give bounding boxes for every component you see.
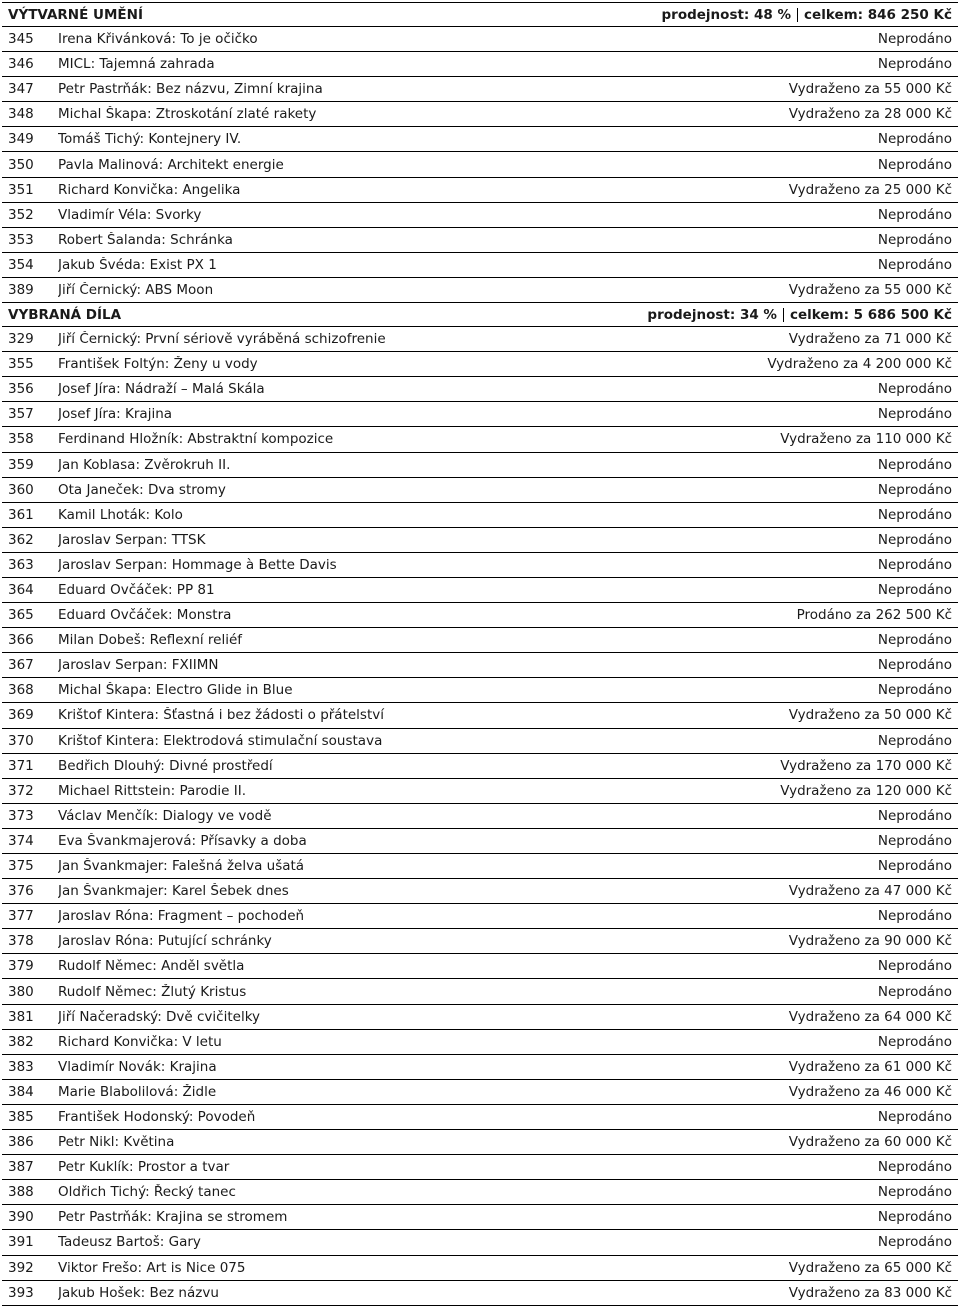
lot-title: Bedřich Dlouhý: Divné prostředí xyxy=(58,757,273,774)
table-row xyxy=(2,278,958,303)
section-sales-rate: prodejnost: 34 % xyxy=(647,306,777,323)
table-row xyxy=(2,904,958,929)
table-row xyxy=(2,929,958,954)
section-title: VYBRANÁ DÍLA xyxy=(8,306,122,323)
section-title: VÝTVARNÉ UMĚNÍ xyxy=(8,6,143,23)
lot-title: Jiří Černický: ABS Moon xyxy=(58,281,214,298)
lot-number: 367 xyxy=(8,657,34,674)
table-row xyxy=(2,402,958,427)
lot-title: Petr Nikl: Květina xyxy=(58,1134,175,1151)
lot-title: Josef Jíra: Nádraží – Malá Skála xyxy=(58,381,265,398)
table-row xyxy=(2,553,958,578)
table-row xyxy=(2,703,958,728)
lot-title: Jan Švankmajer: Karel Šebek dnes xyxy=(58,883,289,900)
lot-status: Neprodáno xyxy=(877,657,952,674)
lot-number: 348 xyxy=(8,106,34,123)
lot-number: 384 xyxy=(8,1083,34,1100)
summary-divider xyxy=(783,308,784,322)
lot-title: Vladimír Novák: Krajina xyxy=(58,1058,217,1075)
section-summary xyxy=(662,7,952,23)
lot-number: 351 xyxy=(8,181,34,198)
lot-number: 354 xyxy=(8,256,34,273)
table-row xyxy=(2,854,958,879)
lot-status: Neprodáno xyxy=(877,156,952,173)
table-row xyxy=(2,228,958,253)
lot-number: 391 xyxy=(8,1234,34,1251)
lot-status: Neprodáno xyxy=(877,1159,952,1176)
lot-number: 349 xyxy=(8,131,34,148)
lot-title: Vladimír Véla: Svorky xyxy=(58,206,202,223)
lot-number: 352 xyxy=(8,206,34,223)
lot-number: 366 xyxy=(8,632,34,649)
lot-number: 380 xyxy=(8,983,34,1000)
lot-status: Neprodáno xyxy=(877,582,952,599)
table-row xyxy=(2,578,958,603)
lot-title: Jan Švankmajer: Falešná želva ušatá xyxy=(58,858,305,875)
lot-status: Vydraženo za 83 000 Kč xyxy=(788,1284,952,1301)
lot-title: Michal Škapa: Electro Glide in Blue xyxy=(58,682,293,699)
lot-title: Pavla Malinová: Architekt energie xyxy=(58,156,284,173)
lot-number: 372 xyxy=(8,782,34,799)
lot-title: Richard Konvička: Angelika xyxy=(58,181,241,198)
lot-title: Ferdinand Hložník: Abstraktní kompozice xyxy=(58,431,334,448)
lot-status: Neprodáno xyxy=(877,832,952,849)
lot-number: 378 xyxy=(8,933,34,950)
table-row xyxy=(2,327,958,352)
lot-number: 346 xyxy=(8,56,34,73)
lot-number: 345 xyxy=(8,31,34,48)
table-row xyxy=(2,127,958,152)
lot-title: Tadeusz Bartoš: Gary xyxy=(58,1234,201,1251)
table-row xyxy=(2,1130,958,1155)
lot-status: Neprodáno xyxy=(877,231,952,248)
lot-status: Neprodáno xyxy=(877,381,952,398)
table-row xyxy=(2,77,958,102)
section-header xyxy=(2,303,958,327)
lot-status: Vydraženo za 120 000 Kč xyxy=(780,782,952,799)
table-row xyxy=(2,628,958,653)
table-row xyxy=(2,377,958,402)
table-row xyxy=(2,1055,958,1080)
lot-status: Neprodáno xyxy=(877,983,952,1000)
lot-status: Prodáno za 262 500 Kč xyxy=(796,607,952,624)
lot-number: 370 xyxy=(8,732,34,749)
lot-title: Milan Dobeš: Reflexní reliéf xyxy=(58,632,243,649)
lot-title: Jaroslav Serpan: FXIIMN xyxy=(58,657,219,674)
lot-number: 361 xyxy=(8,506,34,523)
lot-status: Neprodáno xyxy=(877,556,952,573)
lot-number: 376 xyxy=(8,883,34,900)
lot-title: Robert Šalanda: Schránka xyxy=(58,231,233,248)
lot-status: Vydraženo za 47 000 Kč xyxy=(788,883,952,900)
lot-title: Jaroslav Serpan: TTSK xyxy=(58,531,206,548)
lot-status: Neprodáno xyxy=(877,1108,952,1125)
lot-status: Neprodáno xyxy=(877,131,952,148)
section-total: celkem: 846 250 Kč xyxy=(804,6,952,23)
lot-title: František Hodonský: Povodeň xyxy=(58,1108,256,1125)
lot-number: 387 xyxy=(8,1159,34,1176)
table-row xyxy=(2,678,958,703)
lot-status: Neprodáno xyxy=(877,908,952,925)
lot-title: Eva Švankmajerová: Přísavky a doba xyxy=(58,832,307,849)
lot-number: 329 xyxy=(8,331,34,348)
table-row xyxy=(2,1030,958,1055)
lot-status: Neprodáno xyxy=(877,481,952,498)
lot-status: Vydraženo za 65 000 Kč xyxy=(788,1259,952,1276)
lot-title: Viktor Frešo: Art is Nice 075 xyxy=(58,1259,246,1276)
lot-number: 350 xyxy=(8,156,34,173)
lot-number: 353 xyxy=(8,231,34,248)
table-row xyxy=(2,1230,958,1255)
lot-number: 383 xyxy=(8,1058,34,1075)
lot-title: Rudolf Němec: Žlutý Kristus xyxy=(58,983,247,1000)
lot-title: Petr Pastrňák: Krajina se stromem xyxy=(58,1209,288,1226)
lot-title: Michael Rittstein: Parodie II. xyxy=(58,782,246,799)
table-row xyxy=(2,804,958,829)
lot-status: Neprodáno xyxy=(877,506,952,523)
auction-results-table xyxy=(2,2,958,1306)
table-row xyxy=(2,729,958,754)
table-row xyxy=(2,1180,958,1205)
lot-title: Jiří Černický: První sériově vyráběná schizofrenie xyxy=(58,331,386,348)
lot-number: 371 xyxy=(8,757,34,774)
table-row xyxy=(2,102,958,127)
lot-title: Marie Blabolilová: Židle xyxy=(58,1083,217,1100)
lot-title: Jiří Načeradský: Dvě cvičitelky xyxy=(58,1008,261,1025)
table-row xyxy=(2,1205,958,1230)
table-row xyxy=(2,779,958,804)
section-header xyxy=(2,3,958,27)
table-row xyxy=(2,1281,958,1306)
table-row xyxy=(2,603,958,628)
lot-title: Irena Křivánková: To je očičko xyxy=(58,31,258,48)
lot-status: Neprodáno xyxy=(877,31,952,48)
lot-number: 377 xyxy=(8,908,34,925)
table-row xyxy=(2,52,958,77)
lot-status: Vydraženo za 170 000 Kč xyxy=(780,757,952,774)
lot-status: Neprodáno xyxy=(877,1184,952,1201)
lot-number: 389 xyxy=(8,281,34,298)
lot-number: 355 xyxy=(8,356,34,373)
lot-number: 379 xyxy=(8,958,34,975)
table-row xyxy=(2,979,958,1004)
lot-number: 382 xyxy=(8,1033,34,1050)
section-summary xyxy=(647,307,952,323)
lot-status: Neprodáno xyxy=(877,256,952,273)
lot-number: 393 xyxy=(8,1284,34,1301)
lot-status: Vydraženo za 71 000 Kč xyxy=(788,331,952,348)
lot-title: Václav Menčík: Dialogy ve vodě xyxy=(58,807,272,824)
lot-title: Jaroslav Serpan: Hommage à Bette Davis xyxy=(58,556,337,573)
table-row xyxy=(2,1005,958,1030)
lot-number: 359 xyxy=(8,456,34,473)
lot-status: Vydraženo za 90 000 Kč xyxy=(788,933,952,950)
table-row xyxy=(2,453,958,478)
table-row xyxy=(2,478,958,503)
lot-number: 368 xyxy=(8,682,34,699)
lot-title: Eduard Ovčáček: PP 81 xyxy=(58,582,215,599)
lot-status: Neprodáno xyxy=(877,1033,952,1050)
table-row xyxy=(2,754,958,779)
lot-status: Vydraženo za 55 000 Kč xyxy=(788,281,952,298)
lot-number: 365 xyxy=(8,607,34,624)
lot-title: František Foltýn: Ženy u vody xyxy=(58,356,258,373)
lot-status: Neprodáno xyxy=(877,406,952,423)
lot-number: 356 xyxy=(8,381,34,398)
lot-title: Jan Koblasa: Zvěrokruh II. xyxy=(58,456,231,473)
lot-title: Ota Janeček: Dva stromy xyxy=(58,481,226,498)
lot-number: 358 xyxy=(8,431,34,448)
lot-status: Neprodáno xyxy=(877,632,952,649)
lot-title: Richard Konvička: V letu xyxy=(58,1033,222,1050)
table-row xyxy=(2,879,958,904)
lot-title: Jaroslav Róna: Putující schránky xyxy=(58,933,272,950)
table-row xyxy=(2,253,958,278)
lot-status: Vydraženo za 25 000 Kč xyxy=(788,181,952,198)
lot-title: Rudolf Němec: Anděl světla xyxy=(58,958,245,975)
lot-title: Eduard Ovčáček: Monstra xyxy=(58,607,232,624)
table-row xyxy=(2,27,958,52)
lot-title: Kamil Lhoták: Kolo xyxy=(58,506,183,523)
lot-status: Neprodáno xyxy=(877,531,952,548)
lot-status: Vydraženo za 60 000 Kč xyxy=(788,1134,952,1151)
lot-title: Jaroslav Róna: Fragment – pochodeň xyxy=(58,908,305,925)
lot-number: 357 xyxy=(8,406,34,423)
lot-number: 373 xyxy=(8,807,34,824)
lot-status: Neprodáno xyxy=(877,206,952,223)
lot-status: Vydraženo za 4 200 000 Kč xyxy=(767,356,952,373)
lot-status: Neprodáno xyxy=(877,456,952,473)
lot-title: Michal Škapa: Ztroskotání zlaté rakety xyxy=(58,106,317,123)
table-row xyxy=(2,528,958,553)
table-row xyxy=(2,152,958,177)
lot-title: Jakub Švéda: Exist PX 1 xyxy=(58,256,217,273)
summary-divider xyxy=(797,8,798,22)
table-row xyxy=(2,954,958,979)
table-row xyxy=(2,1080,958,1105)
lot-title: Petr Kuklík: Prostor a tvar xyxy=(58,1159,230,1176)
lot-number: 381 xyxy=(8,1008,34,1025)
lot-title: Krištof Kintera: Šťastná i bez žádosti o přátelství xyxy=(58,707,384,724)
lot-number: 364 xyxy=(8,582,34,599)
table-row xyxy=(2,1256,958,1281)
lot-status: Neprodáno xyxy=(877,858,952,875)
lot-status: Neprodáno xyxy=(877,682,952,699)
lot-number: 375 xyxy=(8,858,34,875)
lot-number: 392 xyxy=(8,1259,34,1276)
lot-status: Vydraženo za 46 000 Kč xyxy=(788,1083,952,1100)
lot-status: Neprodáno xyxy=(877,732,952,749)
lot-number: 362 xyxy=(8,531,34,548)
lot-number: 369 xyxy=(8,707,34,724)
lot-number: 386 xyxy=(8,1134,34,1151)
lot-status: Neprodáno xyxy=(877,807,952,824)
lot-status: Vydraženo za 28 000 Kč xyxy=(788,106,952,123)
table-row xyxy=(2,503,958,528)
lot-title: Petr Pastrňák: Bez názvu, Zimní krajina xyxy=(58,81,323,98)
lot-title: Krištof Kintera: Elektrodová stimulační soustava xyxy=(58,732,383,749)
lot-status: Neprodáno xyxy=(877,56,952,73)
lot-status: Vydraženo za 61 000 Kč xyxy=(788,1058,952,1075)
lot-title: Josef Jíra: Krajina xyxy=(58,406,173,423)
lot-number: 388 xyxy=(8,1184,34,1201)
lot-status: Vydraženo za 55 000 Kč xyxy=(788,81,952,98)
lot-number: 363 xyxy=(8,556,34,573)
lot-number: 360 xyxy=(8,481,34,498)
lot-status: Vydraženo za 110 000 Kč xyxy=(780,431,952,448)
table-row xyxy=(2,352,958,377)
lot-number: 390 xyxy=(8,1209,34,1226)
lot-status: Neprodáno xyxy=(877,1234,952,1251)
lot-title: Tomáš Tichý: Kontejnery IV. xyxy=(58,131,242,148)
section-sales-rate: prodejnost: 48 % xyxy=(661,6,792,23)
lot-number: 385 xyxy=(8,1108,34,1125)
lot-status: Vydraženo za 64 000 Kč xyxy=(788,1008,952,1025)
table-row xyxy=(2,1105,958,1130)
lot-status: Neprodáno xyxy=(877,1209,952,1226)
lot-title: MICL: Tajemná zahrada xyxy=(58,56,215,73)
section-total: celkem: 5 686 500 Kč xyxy=(789,306,952,323)
lot-status: Neprodáno xyxy=(877,958,952,975)
lot-title: Oldřich Tichý: Řecký tanec xyxy=(58,1184,236,1201)
table-row xyxy=(2,178,958,203)
lot-number: 347 xyxy=(8,81,34,98)
table-row xyxy=(2,1155,958,1180)
lot-number: 374 xyxy=(8,832,34,849)
lot-title: Jakub Hošek: Bez názvu xyxy=(58,1284,219,1301)
table-row xyxy=(2,653,958,678)
table-row xyxy=(2,829,958,854)
table-row xyxy=(2,427,958,452)
lot-status: Vydraženo za 50 000 Kč xyxy=(788,707,952,724)
table-row xyxy=(2,203,958,228)
